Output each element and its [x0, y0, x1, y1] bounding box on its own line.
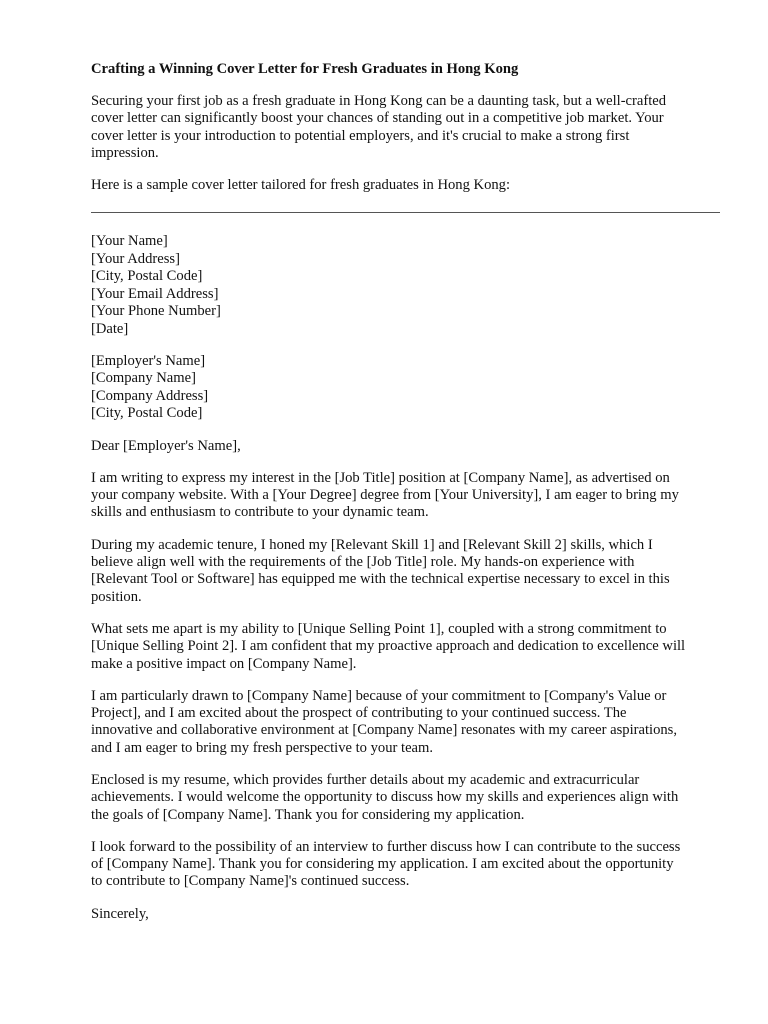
sender-city: [City, Postal Code] [91, 268, 203, 285]
recipient-address-block [91, 353, 726, 423]
recipient-city: [City, Postal Code] [91, 405, 203, 422]
sender-phone: [Your Phone Number] [91, 303, 221, 320]
recipient-company: [Company Name] [91, 370, 196, 387]
section-divider [91, 212, 720, 213]
letter-paragraph: Enclosed is my resume, which provides further details about my academic and extracurricular achievements. I would welcome the opportunity to discuss how my skills and experiences align with the goals of [Company Name]. Thank you for considering my application. [91, 772, 679, 823]
letter-date: [Date] [91, 320, 129, 337]
letter-closing: Sincerely, [91, 905, 149, 922]
recipient-address: [Company Address] [91, 387, 209, 404]
letter-paragraph: During my academic tenure, I honed my [Relevant Skill 1] and [Relevant Skill 2] skills, which I believe align well with the requirements of the [Job Title] role. My hands-on experience with [Relevant Tool or Software] has equipped me with the technical expertise necessary to excel in this position. [91, 536, 670, 605]
sender-name: [Your Name] [91, 233, 168, 250]
letter-paragraph: I am particularly drawn to [Company Name] because of your commitment to [Company's Value or Project], and I am excited about the prospect of contributing to your continued success. The innovative and collaborative environment at [Company Name] resonates with my career aspirations, and I am eager to bring my fresh perspective to your team. [91, 687, 677, 756]
sender-address: [Your Address] [91, 250, 180, 267]
document-page [91, 59, 726, 923]
sender-email: [Your Email Address] [91, 285, 219, 302]
sender-address-block [91, 233, 726, 337]
sample-intro-paragraph: Here is a sample cover letter tailored for fresh graduates in Hong Kong: [91, 177, 511, 194]
intro-paragraph: Securing your first job as a fresh graduate in Hong Kong can be a daunting task, but a well-crafted cover letter can significantly boost your chances of standing out in a competitive job market. Your cover letter is your introduction to potential employers, and it's crucial to make a strong first impression. [91, 93, 667, 161]
letter-paragraph: I look forward to the possibility of an interview to further discuss how I can contribute to the success of [Company Name]. Thank you for considering my application. I am excited about the opportunity to contribute to [Company Name]'s continued success. [91, 838, 681, 890]
document-title: Crafting a Winning Cover Letter for Fresh Graduates in Hong Kong [91, 61, 519, 77]
recipient-name: [Employer's Name] [91, 352, 206, 369]
letter-paragraph: I am writing to express my interest in the [Job Title] position at [Company Name], as advertised on your company website. With a [Your Degree] degree from [Your University], I am eager to bring my skills and enthusiasm to contribute to your dynamic team. [91, 469, 679, 521]
letter-paragraph: What sets me apart is my ability to [Unique Selling Point 1], coupled with a strong commitment to [Unique Selling Point 2]. I am confident that my proactive approach and dedication to excellence will make a positive impact on [Company Name]. [91, 620, 686, 672]
letter-greeting: Dear [Employer's Name], [91, 437, 241, 454]
